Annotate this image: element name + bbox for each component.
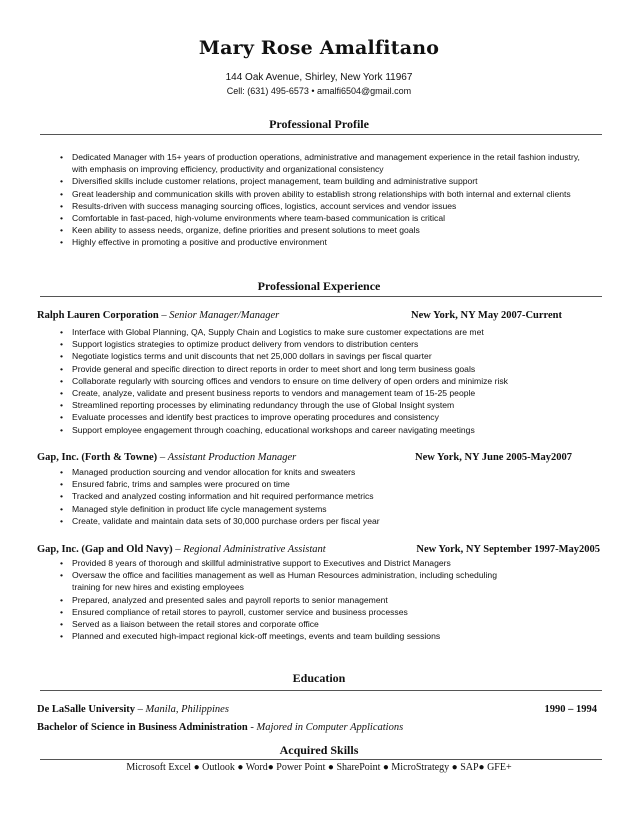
list-item: • Results-driven with success managing sourcing offices, logistics, account services and vendor issues [60, 200, 457, 211]
skills-line: Microsoft Excel ● Outlook ● Word● Power Point ● SharePoint ● MicroStrategy ● SAP● GFE+ [126, 762, 512, 773]
company-name: Gap, Inc. (Forth & Towne) [37, 452, 158, 463]
list-item: • Dedicated Manager with 15+ years of production operations, administrative and management experience in the retail fashion industry, with emphasis on improving efficiency, productivity and organizational consistency [60, 152, 580, 175]
company-name: Ralph Lauren Corporation [37, 310, 159, 321]
job-role: Senior Manager/Manager [169, 310, 280, 321]
bullet-icon: • [60, 594, 64, 605]
education-school-row: De LaSalle University – Manila, Philippines 1990 – 1994 [37, 704, 597, 715]
list-item: • Keen ability to assess needs, organize, define priorities and present solutions to meet goals [60, 225, 420, 236]
bullet-icon: • [60, 188, 64, 199]
bullet-icon: • [60, 200, 64, 211]
job-header: Ralph Lauren Corporation – Senior Manager/Manager New York, NY May 2007-Current [37, 310, 562, 321]
job-duties-list [60, 466, 600, 527]
bullet-icon: • [60, 606, 64, 617]
list-item: • Ensured fabric, trims and samples were procured on time [60, 479, 290, 490]
section-title-experience: Professional Experience [257, 279, 381, 293]
company-name: Gap, Inc. (Gap and Old Navy) [37, 544, 173, 555]
school-name: De LaSalle University [37, 704, 135, 715]
bullet-icon: • [60, 424, 64, 435]
degree-major: - Majored in Computer Applications [247, 722, 404, 733]
bullet-icon: • [60, 327, 64, 337]
list-item: • Create, validate and maintain data sets of 30,000 purchase orders per fiscal year [60, 515, 380, 526]
school-years: 1990 – 1994 [544, 704, 597, 715]
bullet-icon: • [60, 479, 64, 490]
section-divider [40, 296, 602, 297]
bullet-icon: • [60, 388, 64, 399]
job-duties-list [60, 326, 600, 436]
degree-name: Bachelor of Science in Business Administration [37, 722, 248, 733]
list-item: • Negotiate logistics terms and unit discounts that net 25,000 dollars in savings per fiscal quarter [60, 351, 432, 362]
bullet-icon: • [60, 558, 64, 568]
bullet-icon: • [60, 467, 64, 477]
section-title-skills: Acquired Skills [279, 743, 359, 757]
bullet-icon: • [60, 351, 64, 362]
job-location-dates: New York, NY June 2005-May2007 [414, 452, 572, 463]
list-item: • Provided 8 years of thorough and skillful administrative support to Executives and District Managers [60, 558, 451, 568]
list-item: • Collaborate regularly with sourcing offices and vendors to ensure on time delivery of open orders and minimize risk [60, 375, 508, 386]
section-divider [40, 134, 602, 135]
address-line: 144 Oak Avenue, Shirley, New York 11967 [225, 72, 413, 83]
list-item: • Tracked and analyzed costing information and hit required performance metrics [60, 491, 374, 502]
list-item: • Interface with Global Planning, QA, Supply Chain and Logistics to make sure customer expectations are met [60, 327, 484, 337]
list-item: • Evaluate processes and identify best practices to improve operating procedures and consistency [60, 412, 439, 423]
bullet-icon: • [60, 225, 64, 236]
bullet-icon: • [60, 619, 64, 630]
list-item: • Managed style definition in product life cycle management systems [60, 503, 327, 514]
bullet-icon: • [60, 237, 64, 248]
job-role: Regional Administrative Assistant [183, 544, 326, 555]
list-item: • Highly effective in promoting a positive and productive environment [60, 237, 327, 248]
bullet-icon: • [60, 176, 64, 187]
list-item: • Managed production sourcing and vendor allocation for knits and sweaters [60, 467, 356, 477]
list-item: • Support employee engagement through coaching, educational workshops and career navigating meetings [60, 424, 475, 435]
bullet-icon: • [60, 375, 64, 386]
job-duties-list [60, 557, 500, 642]
list-item: • Served as a liaison between the retail stores and corporate office [60, 619, 319, 630]
contact-line: Cell: (631) 495-6573 • amalfi6504@gmail.com [226, 86, 412, 96]
bullet-icon: • [60, 152, 64, 162]
bullet-icon: • [60, 570, 64, 581]
job-header: Gap, Inc. (Gap and Old Navy) – Regional Administrative Assistant New York, NY September 1997-May2005 [37, 544, 600, 555]
bullet-icon: • [60, 491, 64, 502]
list-item: • Provide general and specific direction to direct reports in order to meet short and long term business goals [60, 363, 476, 374]
section-title-profile: Professional Profile [269, 117, 369, 131]
list-item: • Comfortable in fast-paced, high-volume environments where team-based communication is critical [60, 213, 446, 224]
bullet-icon: • [60, 412, 64, 423]
profile-list [60, 151, 595, 249]
education-degree-row [37, 722, 597, 733]
job-role: Assistant Production Manager [167, 452, 297, 463]
list-item: • Great leadership and communication skills with proven ability to establish strong relationships with both internal and external clients [60, 188, 571, 199]
bullet-icon: • [60, 515, 64, 526]
list-item: • Ensured compliance of retail stores to payroll, customer service and business processes [60, 606, 408, 617]
section-divider [40, 759, 602, 760]
job-location-dates: New York, NY September 1997-May2005 [416, 544, 600, 555]
list-item: • Support logistics strategies to optimize product delivery from vendors to distribution centers [60, 339, 419, 350]
bullet-icon: • [60, 363, 64, 374]
list-item: • Prepared, analyzed and presented sales and payroll reports to senior management [60, 594, 388, 605]
list-item: • Planned and executed high-impact regional kick-off meetings, events and team building sessions [60, 631, 441, 642]
bullet-icon: • [60, 631, 64, 642]
list-item: • Create, analyze, validate and present business reports to vendors and management team of 15-25 people [60, 388, 476, 399]
job-location-dates: New York, NY May 2007-Current [411, 310, 562, 321]
list-item: • Streamlined reporting processes by eliminating redundancy through the use of Global Insight system [60, 400, 455, 411]
bullet-icon: • [60, 339, 64, 350]
list-item: • Diversified skills include customer relations, project management, team building and administrative support [60, 176, 478, 187]
school-location: Manila, Philippines [145, 704, 229, 715]
section-divider [40, 690, 602, 691]
candidate-name: Mary Rose Amalfitano [198, 37, 440, 59]
bullet-icon: • [60, 503, 64, 514]
section-title-education: Education [292, 671, 346, 685]
list-item: • Oversaw the office and facilities management as well as Human Resources administration, including scheduling training for new hires and existing employees [60, 570, 497, 593]
job-header: Gap, Inc. (Forth & Towne) – Assistant Production Manager New York, NY June 2005-May2007 [37, 452, 572, 463]
bullet-icon: • [60, 400, 64, 411]
bullet-icon: • [60, 213, 64, 224]
